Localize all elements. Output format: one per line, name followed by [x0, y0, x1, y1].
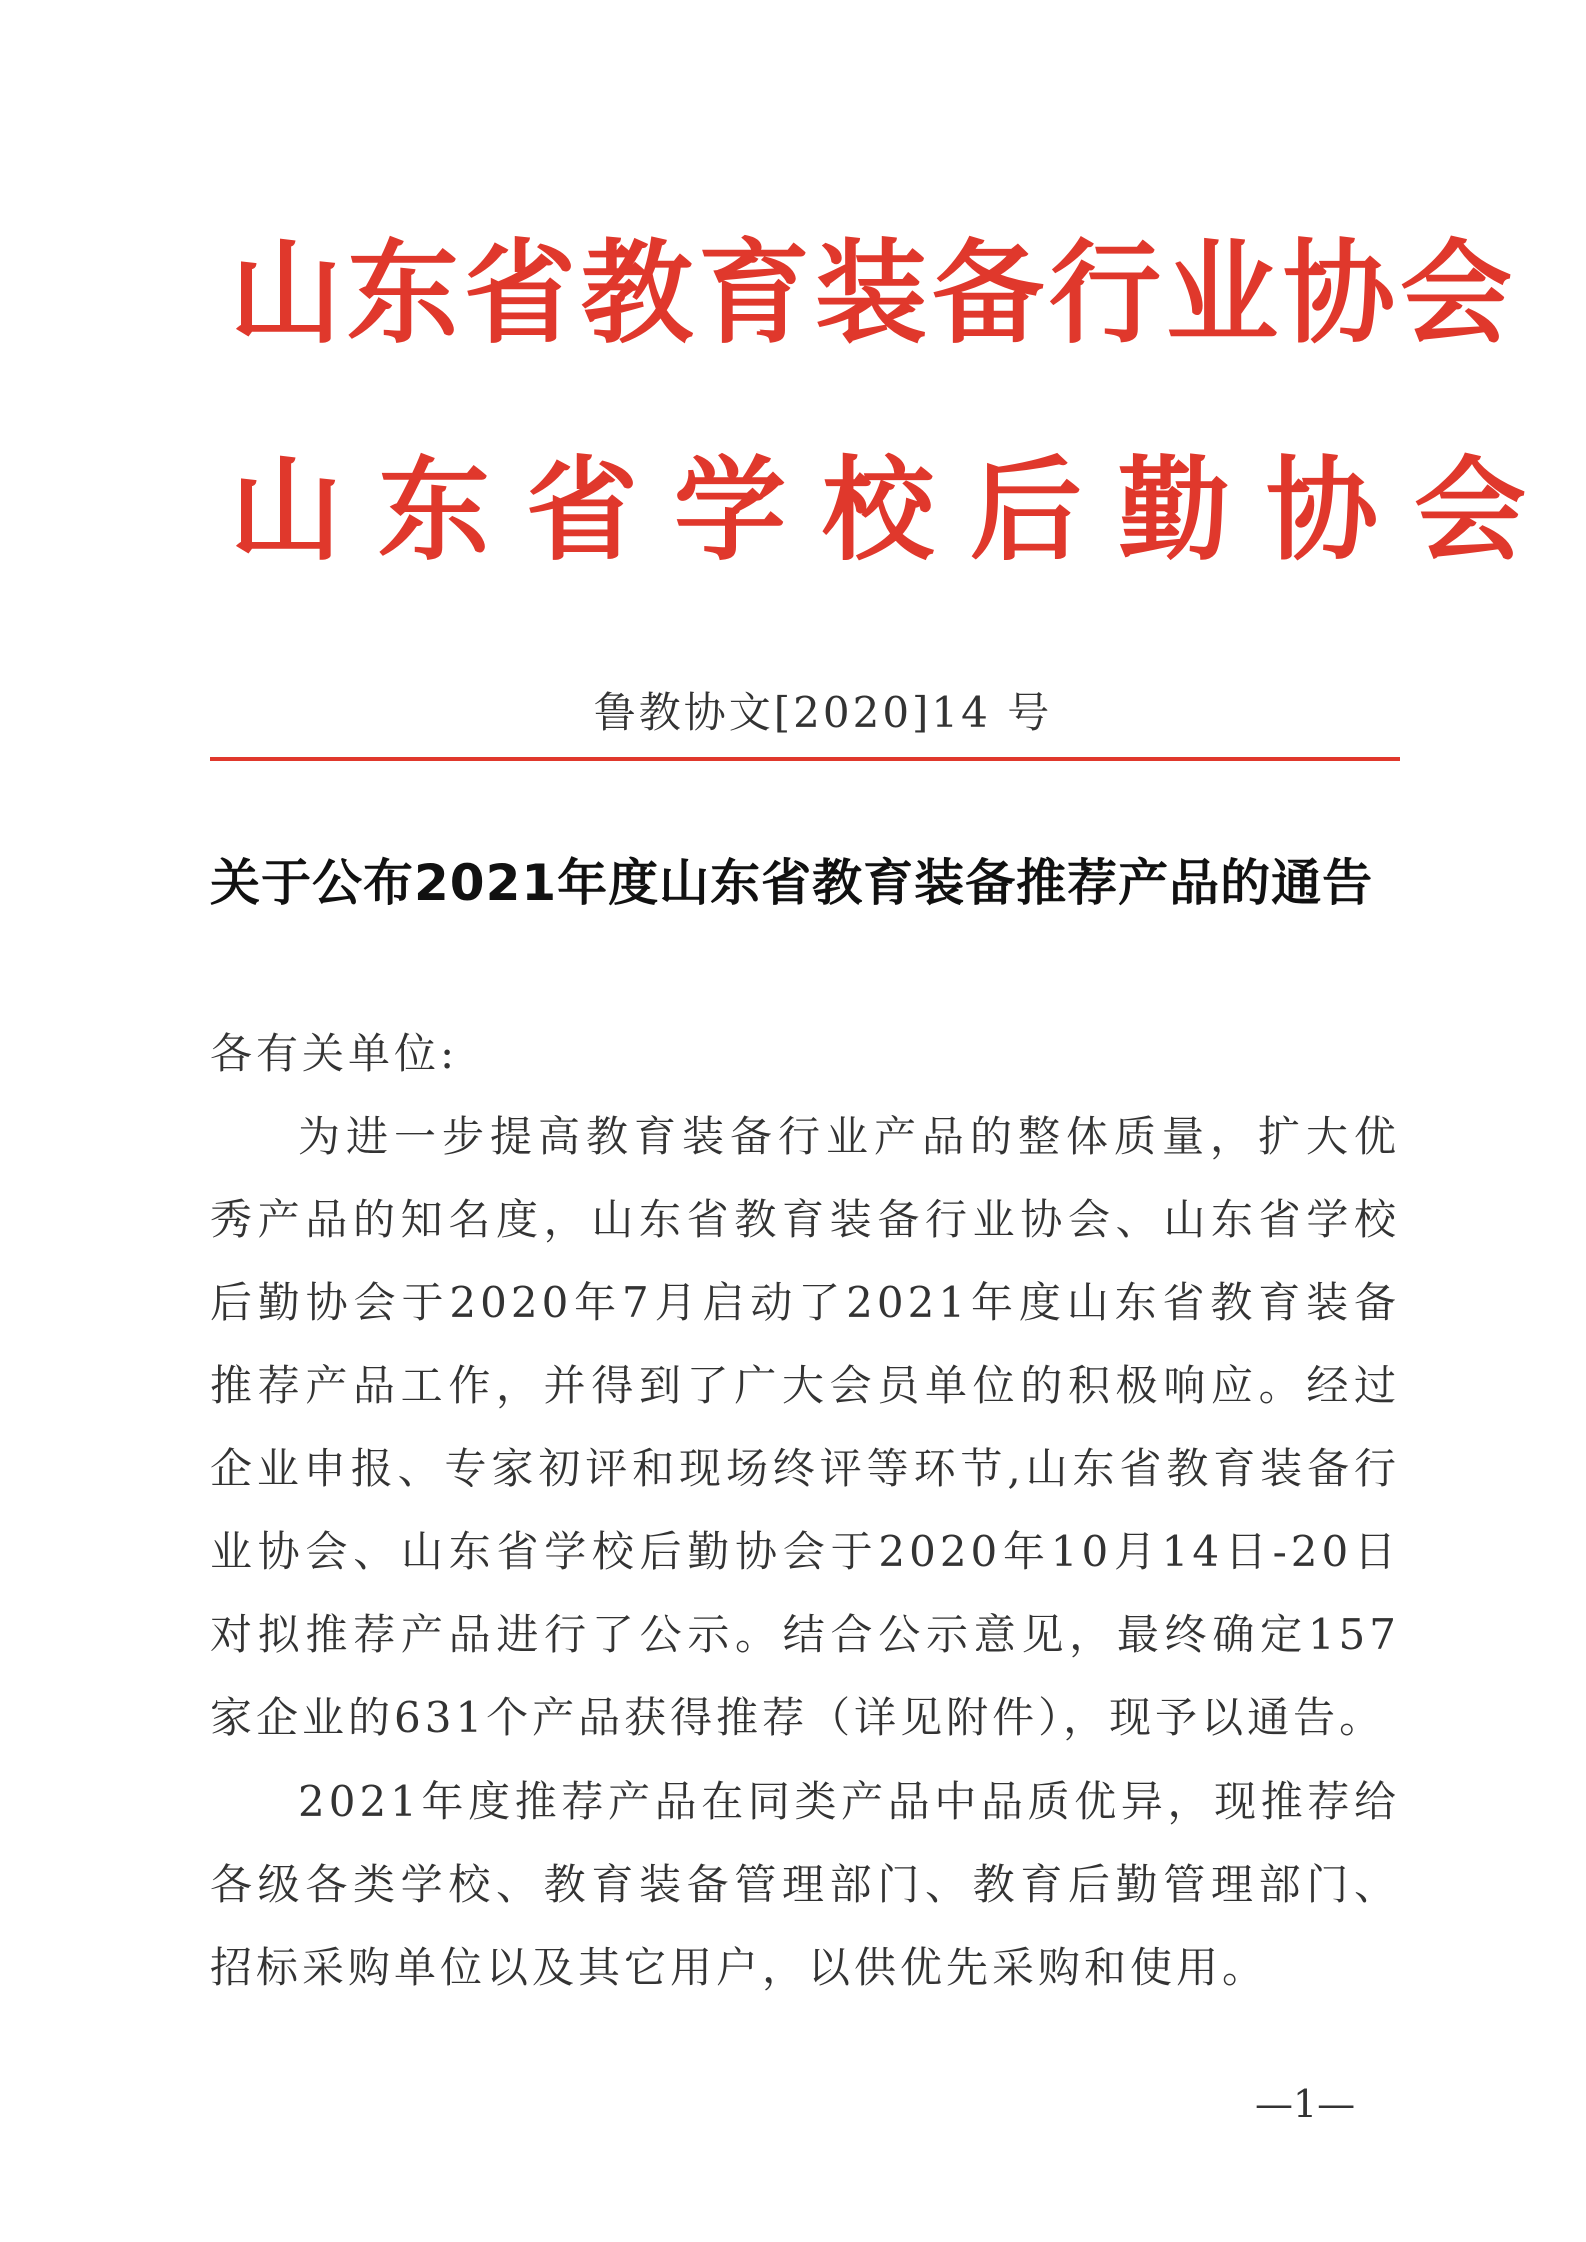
notice-title: 关于公布2021年度山东省教育装备推荐产品的通告 [210, 854, 1374, 912]
letterhead-org-name-2: 山东省学校后勤协会 [230, 446, 1562, 576]
page-number: —1— [1255, 2082, 1356, 2126]
body-paragraph-2: 2021年度推荐产品在同类产品中品质优异，现推荐给各级各类学校、教育装备管理部门、教育后勤管理部门、招标采购单位以及其它用户，以供优先采购和使用。 [210, 1777, 1400, 1992]
letterhead-red-divider [210, 757, 1400, 761]
letterhead-org-name-1: 山东省教育装备行业协会 [230, 229, 1517, 359]
body-paragraph-1: 为进一步提高教育装备行业产品的整体质量，扩大优秀产品的知名度，山东省教育装备行业协会、山东省学校后勤协会于2020年7月启动了2021年度山东省教育装备推荐产品工作，并得到了广大会员单位的积极响应。经过企业申报、专家初评和现场终评等环节,山东省教育装备行业协会、山东省学校后勤协会于2020年10月14日-20日对拟推荐产品进行了公示。结合公示意见，最终确定157家企业的631个产品获得推荐（详见附件），现予以通告。 [210, 1112, 1400, 1742]
document-number: 鲁教协文[2020]14 号 [593, 688, 1053, 737]
salutation: 各有关单位: [210, 1029, 459, 1078]
